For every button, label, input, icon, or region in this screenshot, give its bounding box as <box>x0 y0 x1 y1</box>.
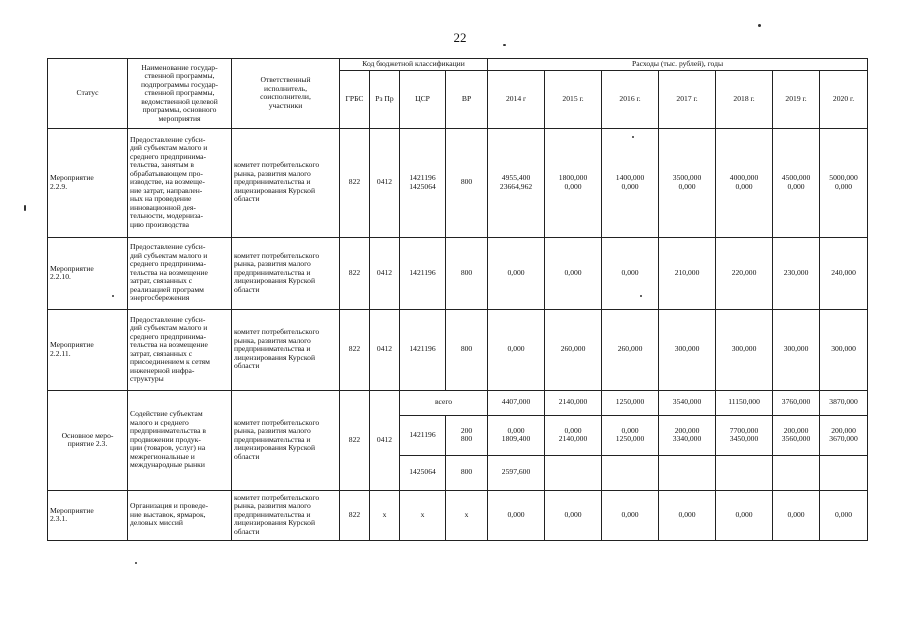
row-2018: 220,000 <box>716 237 773 309</box>
table-row <box>48 390 868 415</box>
row-name: Предоставление субси- дий субъектам малого и среднего предпринима- тельства на возмещение затрат, связанных с присоединением к сетям инженерной инфра- структуры <box>128 309 232 390</box>
row-csr: 1421196 <box>400 237 446 309</box>
row-rzpr: 0412 <box>370 309 400 390</box>
row-2015: 0,000 <box>545 490 602 540</box>
row-vr: 800 <box>446 237 488 309</box>
row-2017: 0,000 <box>659 490 716 540</box>
header-budget-code: Код бюджетной классификации <box>340 59 488 71</box>
row-rzpr: 0412 <box>370 128 400 237</box>
row-csr: 1421196 <box>400 309 446 390</box>
sub1-2019: 200,000 3560,000 <box>773 415 820 455</box>
row-status: Мероприятие 2.3.1. <box>48 490 128 540</box>
total-2018: 11150,000 <box>716 390 773 415</box>
sub1-2018: 7700,000 3450,000 <box>716 415 773 455</box>
row-2020: 0,000 <box>820 490 868 540</box>
row-executor: комитет потребительского рынка, развития малого предпринимательства и лицензирования Курской области <box>232 490 340 540</box>
total-2017: 3540,000 <box>659 390 716 415</box>
row-2014: 0,000 <box>488 309 545 390</box>
sub2-2020 <box>820 455 868 490</box>
page-number: 22 <box>453 30 467 45</box>
total-2016: 1250,000 <box>602 390 659 415</box>
header-year-2020: 2020 г. <box>820 70 868 128</box>
header-vr: ВР <box>446 70 488 128</box>
row-2016: 260,000 <box>602 309 659 390</box>
sub1-vr: 200 800 <box>446 415 488 455</box>
header-rzpr: Рз Пр <box>370 70 400 128</box>
row-2018: 0,000 <box>716 490 773 540</box>
row-executor: комитет потребительского рынка, развития малого предпринимательства и лицензирования Курской области <box>232 309 340 390</box>
total-2015: 2140,000 <box>545 390 602 415</box>
sub1-csr: 1421196 <box>400 415 446 455</box>
total-2020: 3870,000 <box>820 390 868 415</box>
header-year-2018: 2018 г. <box>716 70 773 128</box>
row-2015: 260,000 <box>545 309 602 390</box>
header-year-2019: 2019 г. <box>773 70 820 128</box>
header-year-2014: 2014 г <box>488 70 545 128</box>
row-csr: 1421196 1425064 <box>400 128 446 237</box>
row-2019: 4500,000 0,000 <box>773 128 820 237</box>
header-status: Статус <box>48 59 128 129</box>
table-row <box>48 490 868 540</box>
sub1-2015: 0,000 2140,000 <box>545 415 602 455</box>
total-2019: 3760,000 <box>773 390 820 415</box>
sub2-2019 <box>773 455 820 490</box>
sub2-2014: 2597,600 <box>488 455 545 490</box>
row-grbs: 822 <box>340 309 370 390</box>
main-event-grbs: 822 <box>340 390 370 490</box>
row-grbs: 822 <box>340 128 370 237</box>
main-event-total-label: всего <box>400 390 488 415</box>
row-2019: 300,000 <box>773 309 820 390</box>
budget-table <box>47 58 868 541</box>
table-row <box>48 309 868 390</box>
row-2017: 300,000 <box>659 309 716 390</box>
sub1-2017: 200,000 3340,000 <box>659 415 716 455</box>
row-2017: 3500,000 0,000 <box>659 128 716 237</box>
row-grbs: 822 <box>340 237 370 309</box>
row-rzpr: х <box>370 490 400 540</box>
row-2014: 0,000 <box>488 490 545 540</box>
row-2019: 0,000 <box>773 490 820 540</box>
row-2016: 0,000 <box>602 490 659 540</box>
sub2-vr: 800 <box>446 455 488 490</box>
row-vr: 800 <box>446 309 488 390</box>
row-2019: 230,000 <box>773 237 820 309</box>
table-row <box>48 237 868 309</box>
header-year-2015: 2015 г. <box>545 70 602 128</box>
row-status: Мероприятие 2.2.9. <box>48 128 128 237</box>
sub1-2016: 0,000 1250,000 <box>602 415 659 455</box>
sub2-2016 <box>602 455 659 490</box>
main-event-executor: комитет потребительского рынка, развития малого предпринимательства и лицензирования Курской области <box>232 390 340 490</box>
row-csr: х <box>400 490 446 540</box>
header-year-2016: 2016 г. <box>602 70 659 128</box>
row-grbs: 822 <box>340 490 370 540</box>
row-name: Предоставление субси- дий субъектам малого и среднего предпринима- тельства, занятым в обрабатывающем про- изводстве, на возмеще- ние затрат, направлен- ных на проведение инновационной дея- тельности, модерниза- цию производства <box>128 128 232 237</box>
row-vr: 800 <box>446 128 488 237</box>
row-vr: х <box>446 490 488 540</box>
row-executor: комитет потребительского рынка, развития малого предпринимательства и лицензирования Курской области <box>232 128 340 237</box>
total-2014: 4407,000 <box>488 390 545 415</box>
header-name: Наименование государ- ственной программы, подпрограммы государ- ственной программы, ведомственной целевой программы, основного мероприятия <box>128 59 232 129</box>
header-executor: Ответственный исполнитель, соисполнители, участники <box>232 59 340 129</box>
main-event-name: Содействие субъектам малого и среднего предпринимательства в продвижении продук- ции (товаров, услуг) на межрегиональные и международные рынки <box>128 390 232 490</box>
table-row <box>48 128 868 237</box>
row-2018: 4000,000 0,000 <box>716 128 773 237</box>
row-2020: 240,000 <box>820 237 868 309</box>
sub2-2017 <box>659 455 716 490</box>
header-csr: ЦСР <box>400 70 446 128</box>
row-2015: 1800,000 0,000 <box>545 128 602 237</box>
row-rzpr: 0412 <box>370 237 400 309</box>
row-name: Организация и проведе- ние выставок, ярмарок, деловых миссий <box>128 490 232 540</box>
sub1-2014: 0,000 1809,400 <box>488 415 545 455</box>
header-expenses: Расходы (тыс. рублей), годы <box>488 59 868 71</box>
row-executor: комитет потребительского рынка, развития малого предпринимательства и лицензирования Курской области <box>232 237 340 309</box>
header-year-2017: 2017 г. <box>659 70 716 128</box>
header-grbs: ГРБС <box>340 70 370 128</box>
row-2014: 4955,400 23664,962 <box>488 128 545 237</box>
main-event-status: Основное меро- приятие 2.3. <box>48 390 128 490</box>
row-2018: 300,000 <box>716 309 773 390</box>
sub1-2020: 200,000 3670,000 <box>820 415 868 455</box>
row-2015: 0,000 <box>545 237 602 309</box>
row-2020: 5000,000 0,000 <box>820 128 868 237</box>
row-name: Предоставление субси- дий субъектам малого и среднего предпринима- тельства на возмещение затрат, связанных с реализацией программ энергосбережения <box>128 237 232 309</box>
row-status: Мероприятие 2.2.11. <box>48 309 128 390</box>
row-2017: 210,000 <box>659 237 716 309</box>
row-2014: 0,000 <box>488 237 545 309</box>
row-2016: 1400,000 0,000 <box>602 128 659 237</box>
sub2-csr: 1425064 <box>400 455 446 490</box>
sub2-2015 <box>545 455 602 490</box>
sub2-2018 <box>716 455 773 490</box>
main-event-rzpr: 0412 <box>370 390 400 490</box>
row-status: Мероприятие 2.2.10. <box>48 237 128 309</box>
row-2016: 0,000 <box>602 237 659 309</box>
row-2020: 300,000 <box>820 309 868 390</box>
